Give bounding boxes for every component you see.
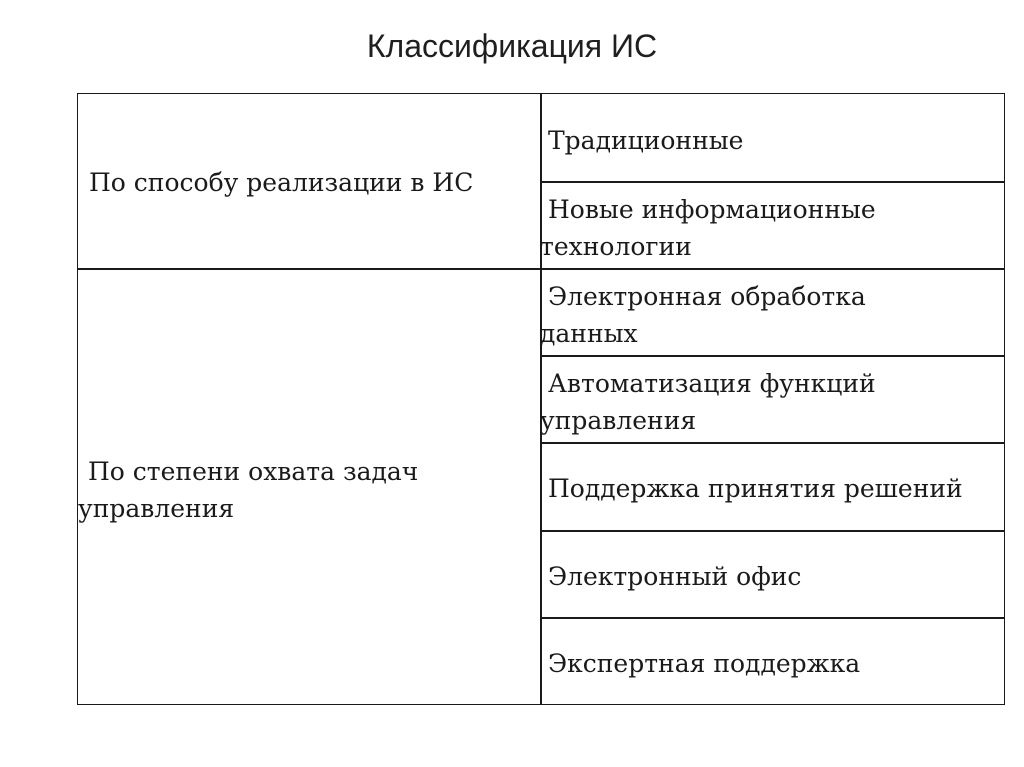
criterion-cell-task-coverage (78, 453, 418, 527)
item-cell-management-automation (540, 365, 876, 439)
item-text-line2: технологии (540, 232, 692, 261)
item-cell-decision-support (548, 470, 963, 507)
criterion-text: По способу реализации в ИС (89, 168, 474, 197)
item-text-line1: Автоматизация функций (548, 369, 876, 398)
row-divider (540, 442, 1004, 444)
row-divider (540, 530, 1004, 532)
item-cell-traditional (548, 122, 743, 159)
criterion-text-line2: управления (78, 494, 235, 523)
item-cell-new-technologies (540, 191, 876, 265)
item-cell-electronic-office (548, 558, 801, 595)
item-text-line1: Электронная обработка (548, 282, 866, 311)
item-text-line2: управления (540, 406, 697, 435)
item-text-line1: Новые информационные (548, 195, 876, 224)
group-divider (78, 268, 1004, 270)
item-cell-electronic-data-processing (540, 278, 866, 352)
item-text: Электронный офис (548, 562, 802, 591)
item-text: Экспертная поддержка (548, 649, 861, 678)
item-cell-expert-support (548, 645, 860, 682)
row-divider (540, 355, 1004, 357)
classification-table (77, 93, 1005, 705)
item-text-line2: данных (540, 319, 638, 348)
criterion-text-line1: По степени охвата задач (88, 457, 419, 486)
row-divider (540, 617, 1004, 619)
row-divider (540, 181, 1004, 183)
criterion-cell-implementation (89, 164, 473, 201)
item-text: Традиционные (548, 126, 744, 155)
item-text: Поддержка принятия решений (548, 474, 963, 503)
slide-title: Классификация ИС (366, 28, 658, 64)
